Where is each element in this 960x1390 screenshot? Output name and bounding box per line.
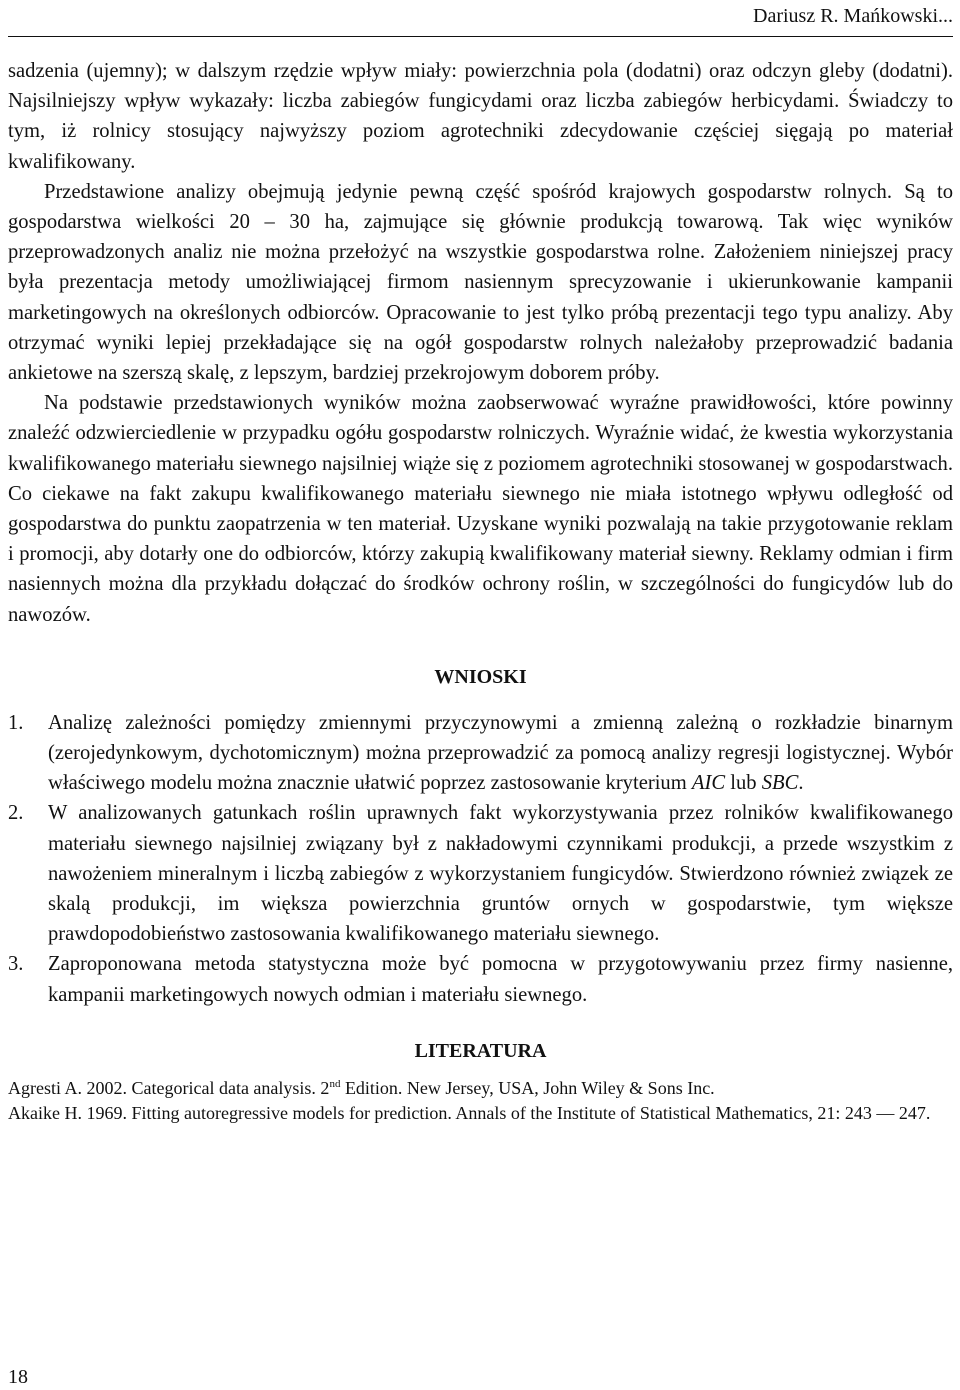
conjunction: lub (725, 772, 762, 795)
conclusion-text: Zaproponowana metoda statystyczna może być pomocna w przygotowywaniu przez firmy nasienne, kampanii marketingowych nowych odmian i materiału siewnego. (48, 953, 953, 1006)
reference-text: Agresti A. 2002. Categorical data analysis. 2 (8, 1077, 330, 1098)
aic-criterion: AIC (691, 772, 726, 795)
page-number: 18 (8, 1366, 28, 1388)
conclusion-number: 2. (8, 802, 24, 825)
sbc-criterion: SBC (761, 772, 799, 795)
paragraph-3: Na podstawie przedstawionych wyników można zaobserwować wyraźne prawidłowości, które powinny znaleźć odzwierciedlenie w przypadku ogółu gospodarstw rolniczych. Wyraźnie widać, że kwestia wykorzystania kwalifikowanego materiału siewnego najsilniej wiąże się z poziomem agrotechniki stosowanej w gospodarstwach. Co ciekawe na fakt zakupu kwalifikowanego materiału siewnego nie miała istotnego wpływu odległość od gospodarstwa do punktu zaopatrzenia w ten materiał. Uzyskane wyniki pozwalają na takie przygotowanie reklam i promocji, aby dotarły one do odbiorców, którzy zakupią kwalifikowany materiał siewny. Reklamy odmian i firm nasiennych można dla przykładu dołączać do środków ochrony roślin, w szczególności do fungicydów lub do nawozów. (8, 392, 953, 626)
paragraph-2: Przedstawione analizy obejmują jedynie pewną część spośród krajowych gospodarstw rolnych. Są to gospodarstwa wielkości 20 – 30 ha, zajmujące się głównie produkcją towarową. Tak więc wyników przeprowadzonych analiz nie można przełożyć na wszystkie gospodarstwa rolne. Założeniem niniejszej pracy była prezentacja metody umożliwiającej firmom nasiennym sprecyzowanie i ukierunkowanie kampanii marketingowych na określonych odbiorców. Opracowanie to jest tylko próbą prezentacji tego typu analizy. Aby otrzymać wyniki lepiej przekładające się na ogół gospodarstw rolnych należałoby przeprowadzić badania ankietowe na szerszą skalę, z lepszym, bardziej przekrojowym doborem próby. (8, 180, 953, 385)
period: . (798, 772, 804, 795)
header-rule (8, 36, 953, 37)
ordinal-superscript: nd (329, 1077, 341, 1090)
conclusion-item-1 (8, 708, 953, 799)
reference-text-end: Edition. New Jersey, USA, John Wiley & Sons Inc. (340, 1077, 715, 1098)
reference-akaike: Akaike H. 1969. Fitting autoregressive models for prediction. Annals of the Institute of Statistical Mathematics, 21: 243 — 247. (8, 1102, 931, 1123)
conclusion-item-2 (8, 798, 953, 949)
conclusion-text: W analizowanych gatunkach roślin uprawnych fakt wykorzystywania przez rolników kwalifikowanego materiału siewnego najsilniej związany był z nakładowymi czynnikami produkcji, a przede wszystkim z nawożeniem mineralnym i liczbą zabiegów z wykorzystaniem fungicydów. Stwierdzono również związek ze skalą produkcji, im większa powierzchnia gruntów ornych w gospodarstwie, tym większe prawdopodobieństwo zastosowania kwalifikowanego materiału siewnego. (48, 802, 953, 946)
conclusion-text: Analizę zależności pomiędzy zmiennymi przyczynowymi a zmienną zależną o rozkładzie binarnym (zerojedynkowym, dychotomicznym) można przeprowadzić za pomocą analizy regresji logistycznej. Wybór właściwego modelu można znacznie ułatwić poprzez zastosowanie kryterium (48, 711, 953, 795)
literature-heading: LITERATURA (414, 1039, 547, 1062)
running-header: Dariusz R. Mańkowski... (753, 5, 953, 27)
conclusions-list (8, 708, 953, 1010)
conclusion-number: 1. (8, 711, 24, 734)
paragraph-1: sadzenia (ujemny); w dalszym rzędzie wpływ miały: powierzchnia pola (dodatni) oraz odczyn gleby (dodatni). Najsilniejszy wpływ wykazały: liczba zabiegów fungicydami oraz liczba zabiegów herbicydami. Świadczy to tym, iż rolnicy stosujący najwyższy poziom agrotechniki zdecydowanie częściej sięgają po materiał kwalifikowany. (8, 60, 953, 173)
conclusion-item-3 (8, 949, 953, 1009)
body-text (8, 56, 953, 1126)
reference-agresti (8, 1076, 953, 1101)
document-page (8, 0, 953, 1390)
conclusions-heading: WNIOSKI (434, 665, 527, 688)
conclusion-number: 3. (8, 953, 24, 976)
